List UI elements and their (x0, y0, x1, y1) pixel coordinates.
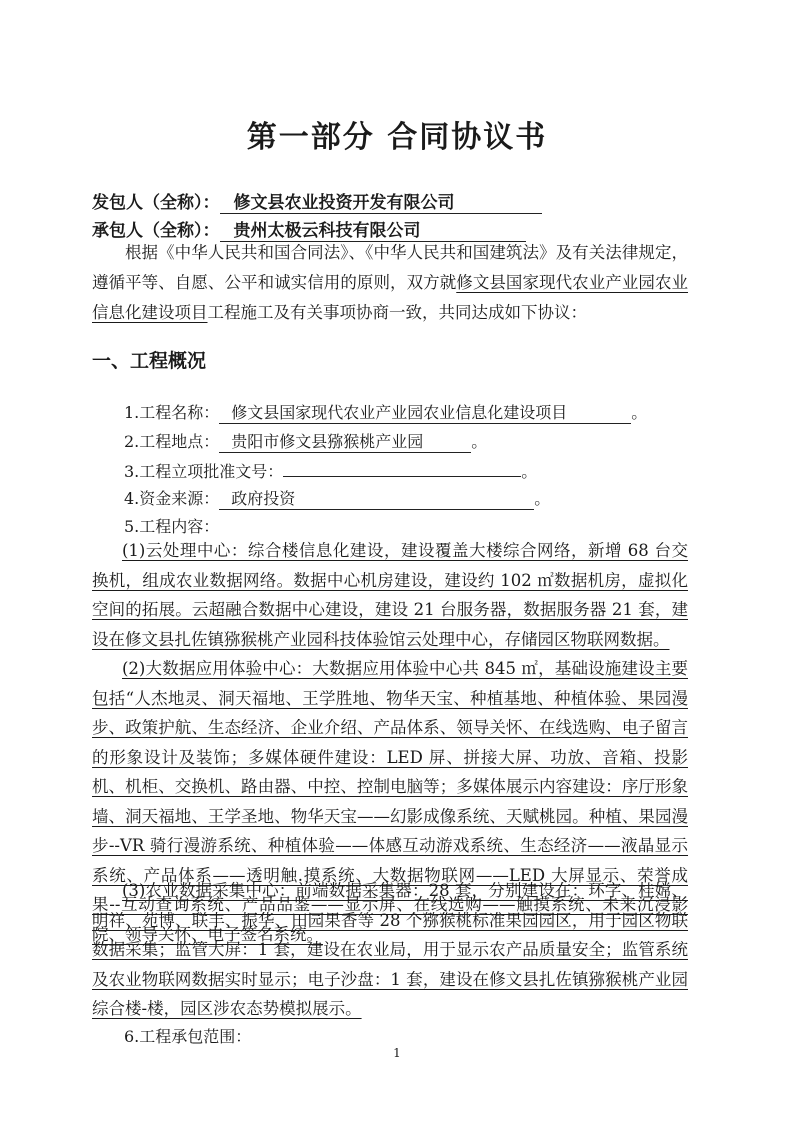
section-heading-overview: 一、工程概况 (92, 350, 207, 372)
item-label: 1.工程名称： (124, 403, 220, 422)
intro-paragraph (92, 238, 688, 328)
employer-line (92, 188, 542, 214)
item-value: 修文县国家现代农业产业园农业信息化建设项目 (219, 400, 631, 424)
item-value: 政府投资 (219, 486, 534, 510)
item-value: 贵阳市修文县猕猴桃产业园 (219, 429, 471, 453)
item-label: 6.工程承包范围： (124, 1027, 252, 1046)
paragraph-text: (1)云处理中心：综合楼信息化建设，建设覆盖大楼综合网络，新增 68 台交换机，组成农业数据网络。数据中心机房建设，建设约 102 ㎡数据机房，虚拟化空间的拓展。云超融合数据中心建设，建设 21 台服务器，数据服务器 21 套，建设在修文县扎佐镇猕猴桃产业园科技体验馆云处理中心，存储园区物联网数据。 (92, 541, 688, 649)
item-period: 。 (534, 489, 551, 508)
paragraph-text: (3)农业数据采集中心：前端数据采集器：28 套，分别建设在：环字、桂嫦、明祥、苑博、联丰、振华、田园果香等 28 个猕猴桃标准果园园区，用于园区物联数据采集；监管大屏：1 套，建设在农业局，用于显示农产品质量安全；监管系统及农业物联网数据实时显示；电子沙盘：1 套，建设在修文县扎佐镇猕猴桃产业园综合楼-楼，园区涉农态势模拟展示。 (92, 881, 688, 1018)
content-paragraph-cloud (92, 536, 688, 654)
item-period: 。 (521, 462, 538, 481)
intro-text-1: 根据《中华人民共和国合同法》、《中华人民共和国建筑法》及有关法律规定，遵循平等、自愿、公平和诚实信用的原则，双方就 (92, 243, 688, 292)
intro-project-name: 修文县国家现代农业产业园农业信息化建设项目 (92, 273, 689, 322)
item-period: 。 (631, 403, 648, 422)
item-label: 3.工程立项批准文号： (124, 462, 284, 481)
item-funding-source (124, 486, 550, 510)
item-period: 。 (471, 432, 488, 451)
item-label: 4.资金来源： (124, 489, 220, 508)
employer-label: 发包人（全称）： (92, 193, 220, 213)
intro-text-2: 工程施工及有关事项协商一致，共同达成如下协议： (207, 303, 587, 322)
contractor-name: 贵州太极云科技有限公司 (220, 216, 526, 242)
contractor-label: 承包人（全称）： (92, 221, 220, 241)
item-label: 2.工程地点： (124, 432, 220, 451)
item-project-name (124, 400, 647, 424)
content-paragraph-collection (92, 876, 688, 1024)
page-number: 1 (393, 1046, 401, 1060)
item-approval-number (124, 458, 537, 482)
item-value (283, 458, 521, 477)
item-project-location (124, 429, 487, 453)
paragraph-text: (2)大数据应用体验中心：大数据应用体验中心共 845 ㎡，基础设施建设主要包括“人杰地灵、洞天福地、王学胜地、物华天宝、种植基地、种植体验、果园漫步、政策护航、生态经济、企业介绍、产品体系、领导关怀、在线选购、电子留言的形象设计及装饰；多媒体硬件建设：LED 屏、拼接大屏、功放、音箱、投影机、机柜、交换机、路由器、中控、控制电脑等；多媒体展示内容建设：序厅形象墙、洞天福地、王学圣地、物华天宝——幻影成像系统、天赋桃园。种植、果园漫步--VR 骑行漫游系统、种植体验——体感互动游戏系统、生态经济——液晶显示系统、产品体系——透明触.摸系统、大数据物联网——LED 大屏显示、荣誉成果--互动查询系统、产品品鉴——显示屏、在线选购——触摸系统、未来沉浸影院、领导关怀、电子签名系统。 (92, 659, 689, 944)
page-title: 第一部分 合同协议书 (246, 120, 548, 155)
employer-name: 修文县农业投资开发有限公司 (220, 188, 542, 214)
item-project-content (124, 514, 219, 537)
item-label: 5.工程内容： (124, 517, 220, 536)
item-contract-scope (124, 1024, 251, 1047)
